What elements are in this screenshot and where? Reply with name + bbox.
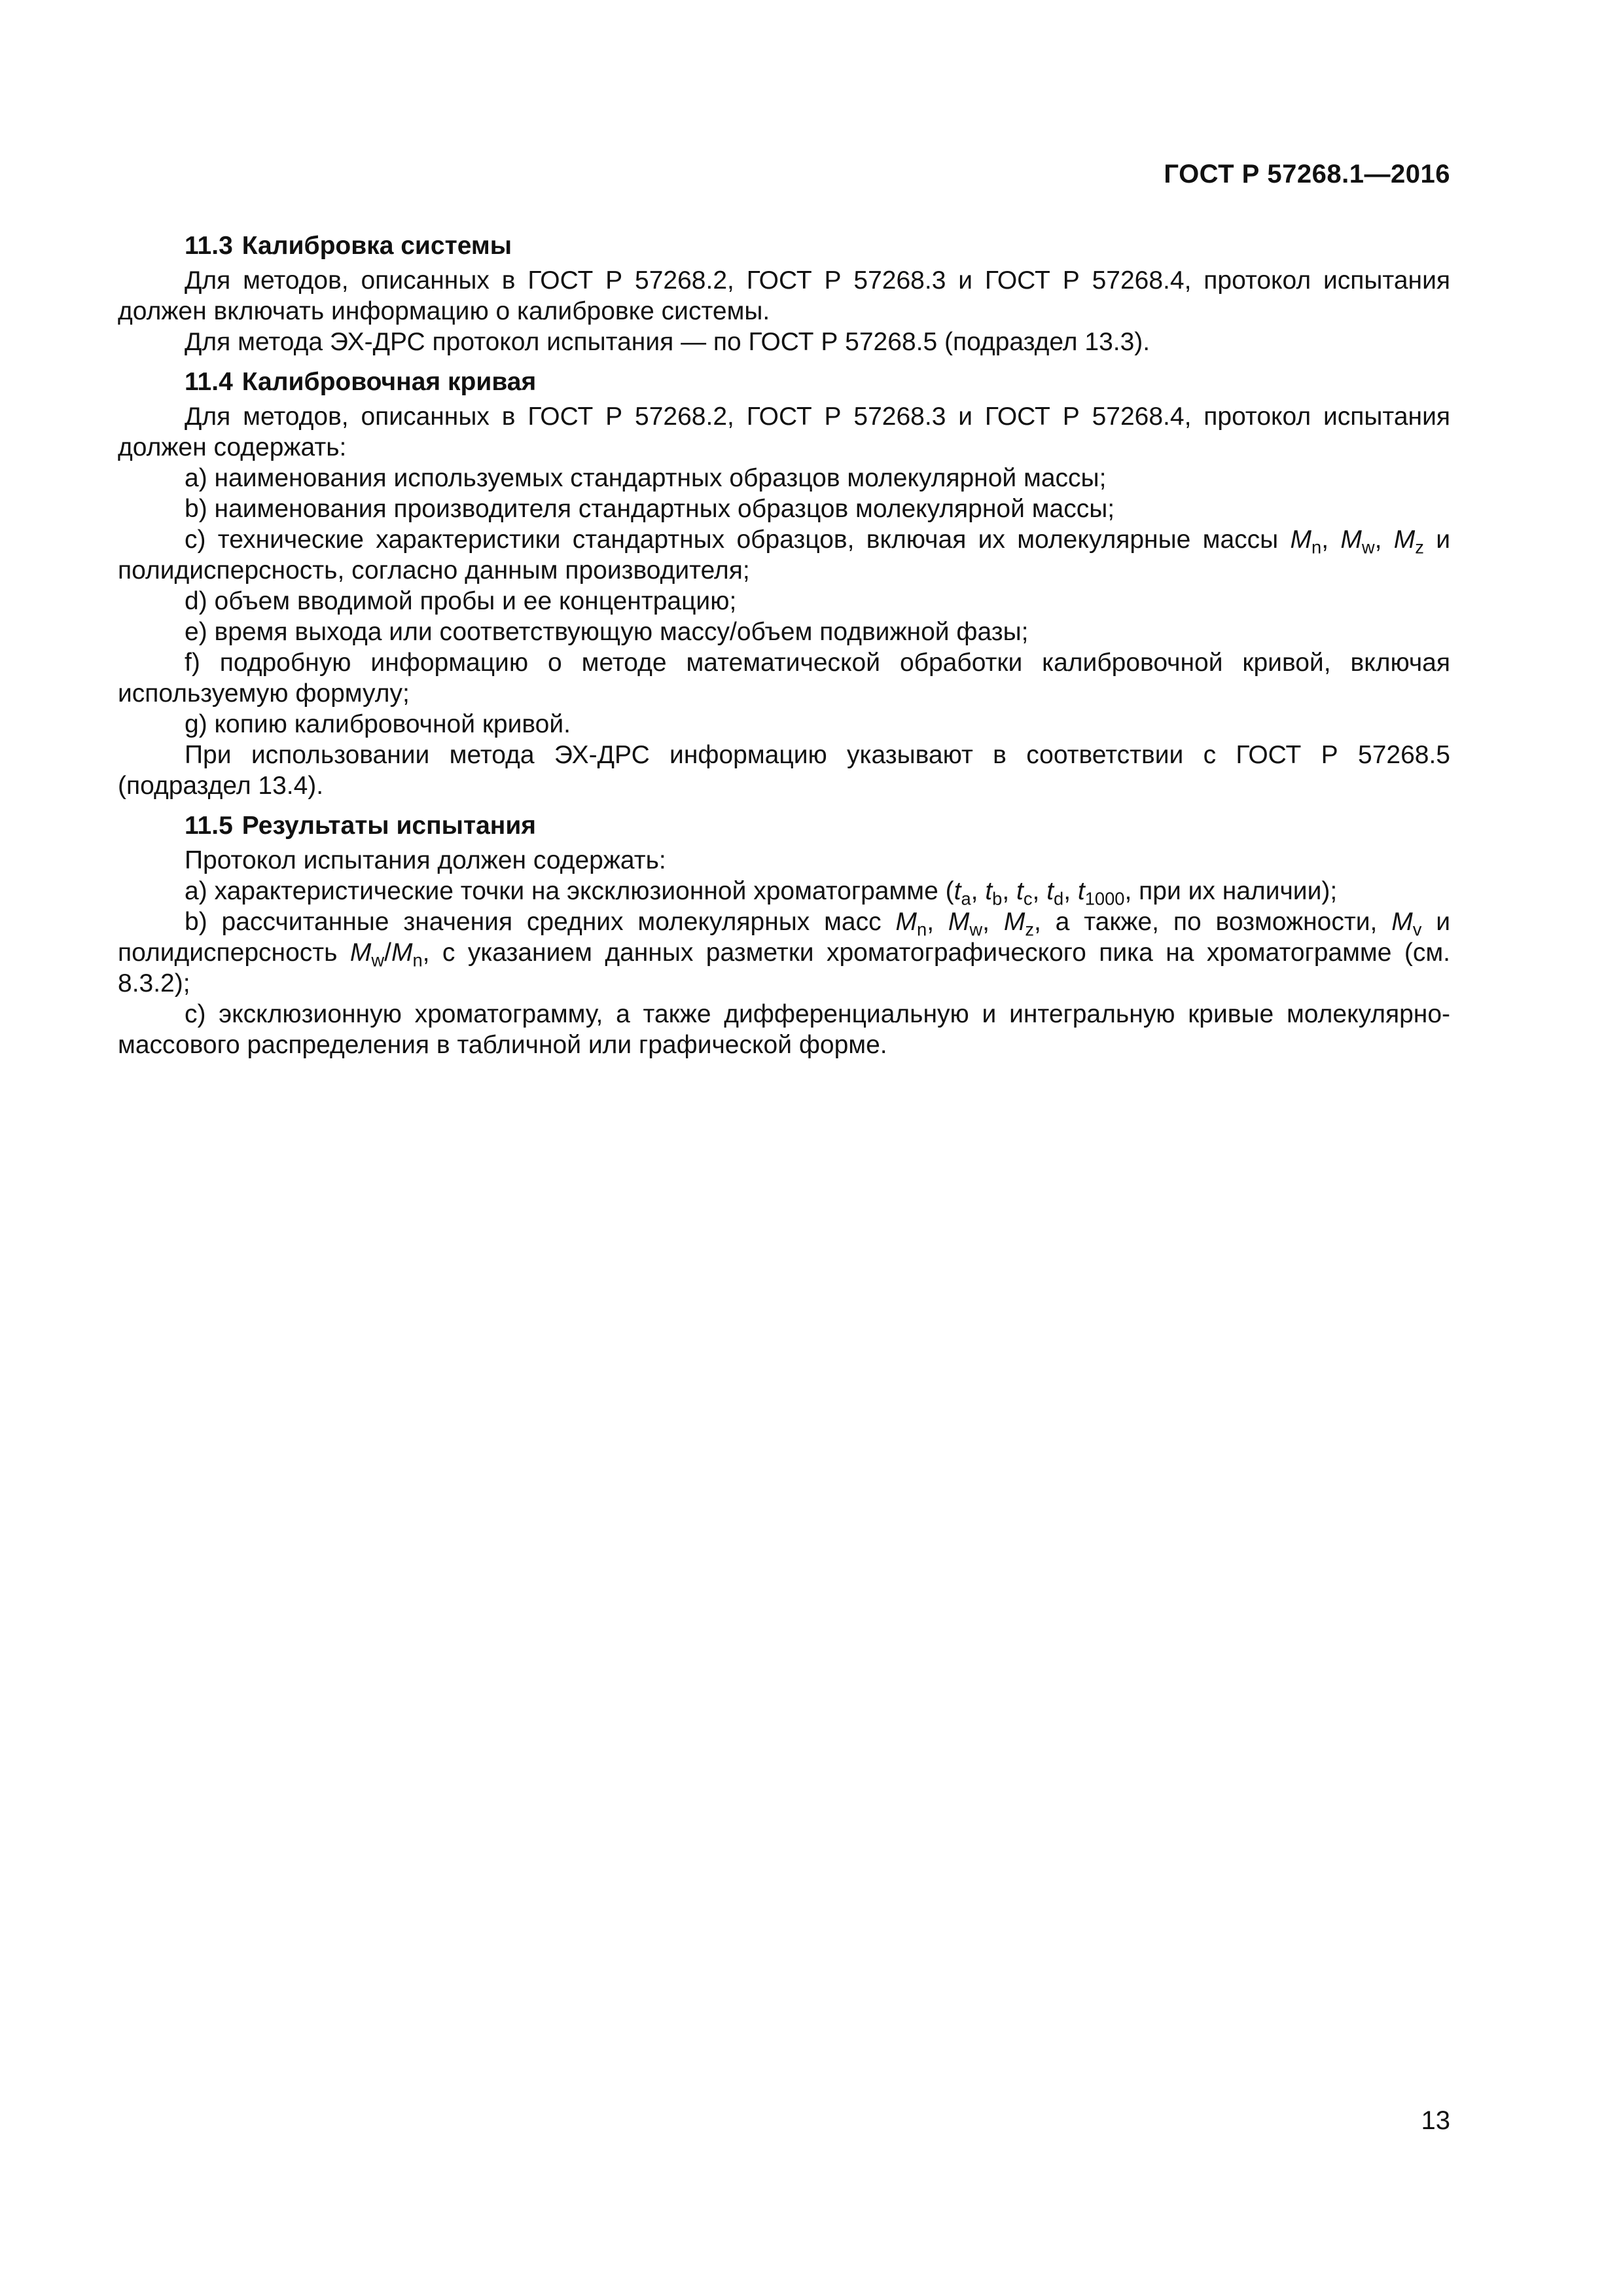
paragraph: Протокол испытания должен содержать: bbox=[185, 846, 666, 874]
section-title: Калибровочная кривая bbox=[241, 368, 537, 396]
list-item: d) объем вводимой пробы и ее концентрацию; bbox=[185, 587, 737, 615]
paragraph: При использовании метода ЭХ-ДРС информацию указывают в соответствии с ГОСТ Р 57268.5 (подраздел 13.4). bbox=[118, 741, 1450, 800]
list-item: f) подробную информацию о методе математической обработки калибровочной кривой, включая используемую формулу; bbox=[118, 649, 1450, 708]
page-number: 13 bbox=[1421, 2106, 1450, 2135]
paragraph: Для методов, описанных в ГОСТ Р 57268.2, ГОСТ Р 57268.3 и ГОСТ Р 57268.4, протокол испытания должен включать информацию о калибровке системы. bbox=[118, 266, 1450, 325]
section-11-3 bbox=[118, 230, 1450, 357]
section-11-5 bbox=[118, 810, 1450, 1060]
section-heading bbox=[118, 810, 1450, 841]
section-heading bbox=[118, 367, 1450, 397]
list-item: a) наименования используемых стандартных образцов молекулярной массы; bbox=[185, 464, 1107, 492]
running-header: ГОСТ Р 57268.1—2016 bbox=[1164, 160, 1450, 188]
section-heading bbox=[118, 230, 1450, 261]
list-item: b) рассчитанные значения средних молекулярных масс $M_n$, $M_w$, $M_z$, а также, по возможности, $M_v$ и полидисперсность $M_w/M_n$, с указанием данных разметки хроматографического пика на хроматограмме (см. 8.3.2); bbox=[118, 908, 1451, 997]
paragraph: Для метода ЭХ-ДРС протокол испытания — по ГОСТ Р 57268.5 (подраздел 13.3). bbox=[185, 328, 1150, 356]
section-number: 11.5 bbox=[185, 812, 233, 840]
list-item: g) копию калибровочной кривой. bbox=[185, 710, 571, 738]
section-number: 11.4 bbox=[185, 368, 233, 396]
list-item: b) наименования производителя стандартных образцов молекулярной массы; bbox=[185, 495, 1115, 523]
list-item: a) характеристические точки на эксклюзионной хроматограмме ($t_a$, $t_b$, $t_c$, $t_d$, $t_{1000}$, при их наличии); bbox=[185, 877, 1338, 909]
paragraph: Для методов, описанных в ГОСТ Р 57268.2, ГОСТ Р 57268.3 и ГОСТ Р 57268.4, протокол испытания должен содержать: bbox=[118, 403, 1450, 461]
list-item: c) технические характеристики стандартных образцов, включая их молекулярные массы $M_n$, $M_w$, $M_z$ и полидисперсность, согласно данным производителя; bbox=[118, 526, 1451, 584]
section-number: 11.3 bbox=[185, 232, 233, 260]
section-title: Калибровка системы bbox=[241, 232, 512, 260]
document-body bbox=[118, 230, 1450, 1060]
list-item: e) время выхода или соответствующую массу/объем подвижной фазы; bbox=[185, 618, 1029, 646]
section-title: Результаты испытания bbox=[241, 812, 537, 840]
list-item: c) эксклюзионную хроматограмму, а также дифференциальную и интегральную кривые молекулярно-массового распределения в табличной или графической форме. bbox=[118, 1000, 1450, 1059]
section-11-4 bbox=[118, 367, 1450, 801]
